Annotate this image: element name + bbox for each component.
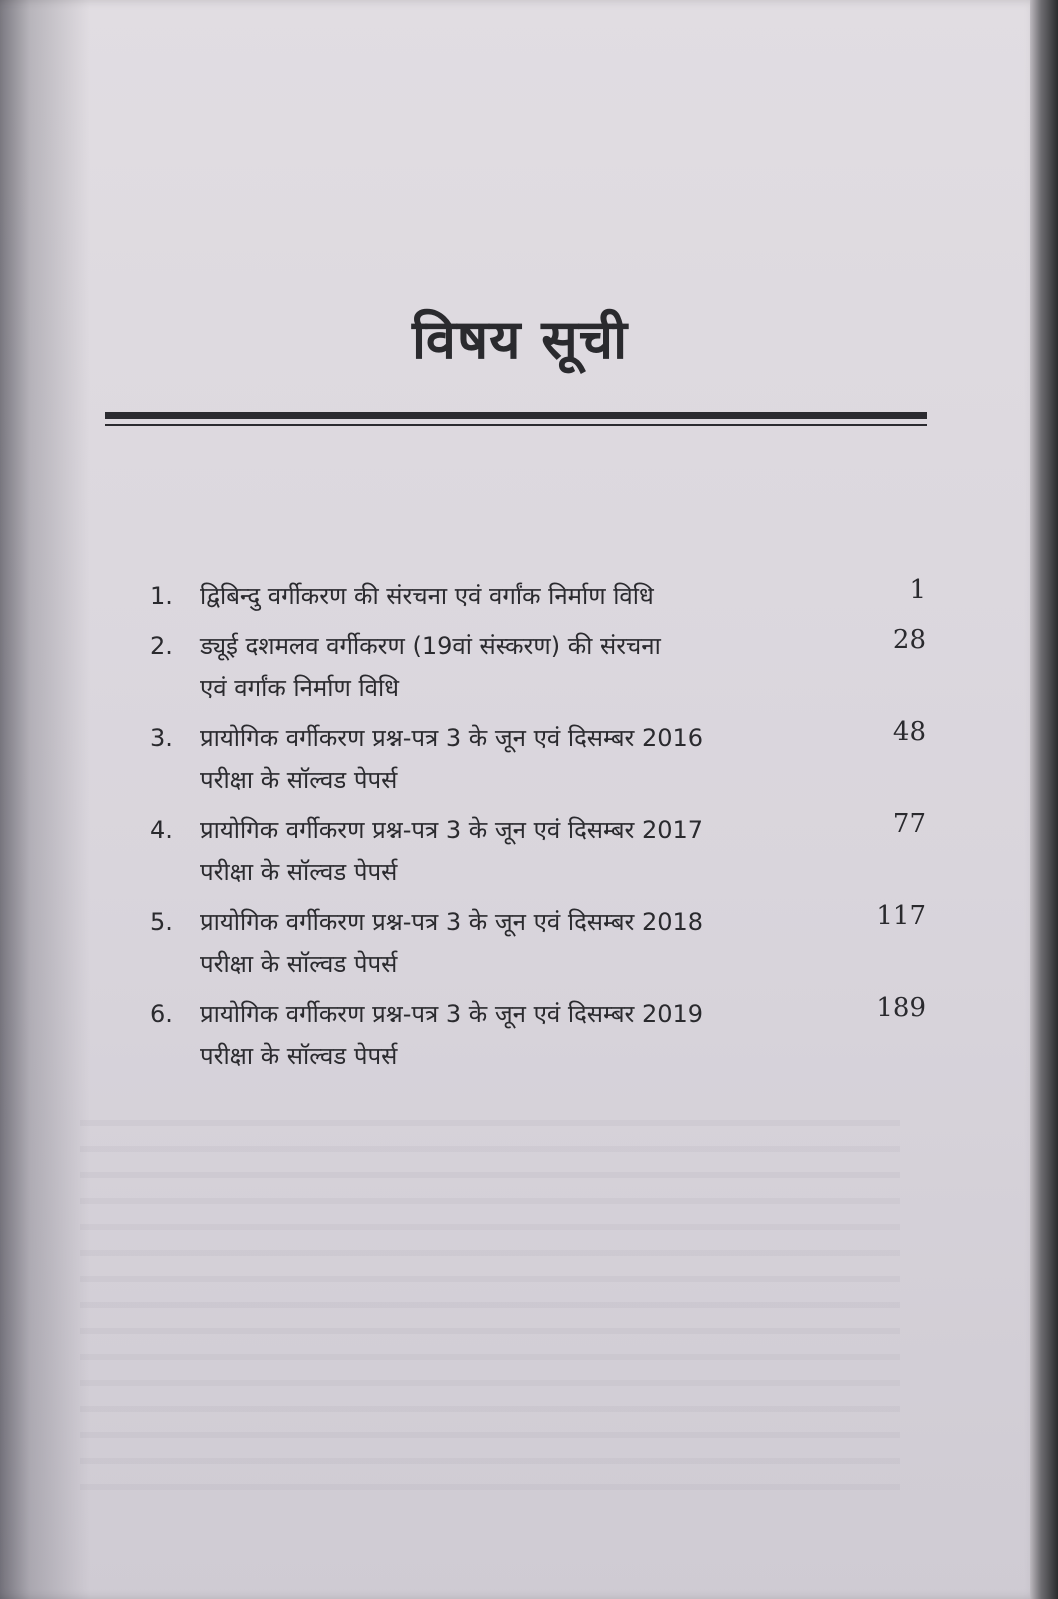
entry-title-line: परीक्षा के सॉल्वड पेपर्स — [200, 950, 398, 978]
entry-page-number: 189 — [876, 993, 926, 1023]
page-edge-shadow — [1030, 0, 1058, 1599]
entry-title-line: प्रायोगिक वर्गीकरण प्रश्न-पत्र 3 के जून एवं दिसम्बर 2017 — [200, 816, 704, 844]
entry-number: 5. — [150, 908, 173, 936]
entry-title-line: ड्यूई दशमलव वर्गीकरण (19वां संस्करण) की संरचना — [200, 632, 661, 660]
entry-title-line: प्रायोगिक वर्गीकरण प्रश्न-पत्र 3 के जून एवं दिसम्बर 2016 — [200, 724, 704, 752]
entry-title-line: प्रायोगिक वर्गीकरण प्रश्न-पत्र 3 के जून एवं दिसम्बर 2018 — [200, 908, 704, 936]
entry-title-line: परीक्षा के सॉल्वड पेपर्स — [200, 858, 398, 886]
title-rule-thin — [105, 424, 927, 426]
entry-page-number: 117 — [876, 901, 926, 931]
toc-entry — [150, 901, 930, 985]
show-through-text — [80, 1120, 900, 1500]
entry-page-number: 28 — [892, 625, 926, 655]
table-of-contents — [150, 575, 930, 1085]
entry-number: 3. — [150, 724, 173, 752]
toc-entry — [150, 575, 930, 617]
entry-page-number: 77 — [892, 809, 926, 839]
entry-title-line: एवं वर्गांक निर्माण विधि — [200, 674, 399, 702]
toc-entry — [150, 993, 930, 1077]
entry-title-line: परीक्षा के सॉल्वड पेपर्स — [200, 766, 398, 794]
entry-number: 6. — [150, 1000, 173, 1028]
entry-number: 2. — [150, 632, 173, 660]
entry-title-line: प्रायोगिक वर्गीकरण प्रश्न-पत्र 3 के जून एवं दिसम्बर 2019 — [200, 1000, 704, 1028]
entry-title-line: परीक्षा के सॉल्वड पेपर्स — [200, 1042, 398, 1070]
entry-page-number: 1 — [909, 575, 926, 605]
toc-entry — [150, 809, 930, 893]
entry-title-line: द्विबिन्दु वर्गीकरण की संरचना एवं वर्गांक निर्माण विधि — [200, 582, 654, 610]
toc-entry — [150, 625, 930, 709]
toc-entry — [150, 717, 930, 801]
title-rule-thick — [105, 412, 927, 419]
entry-page-number: 48 — [892, 717, 926, 747]
page-title: विषय सूची — [411, 308, 629, 371]
entry-number: 4. — [150, 816, 173, 844]
entry-number: 1. — [150, 582, 173, 610]
